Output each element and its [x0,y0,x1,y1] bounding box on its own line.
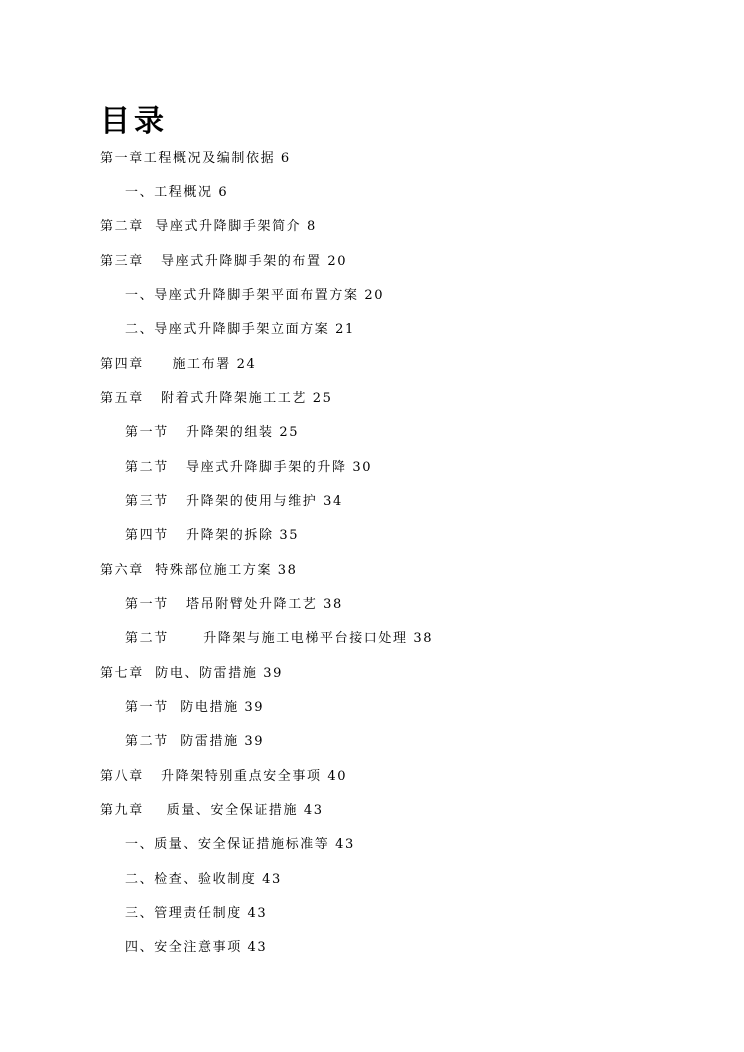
toc-entry[interactable]: 第四节 升降架的拆除 35 [125,528,300,543]
toc-entry[interactable]: 一、工程概况 6 [125,185,229,200]
toc-entry[interactable]: 第八章 升降架特别重点安全事项 40 [100,769,348,784]
toc-entry[interactable]: 第五章 附着式升降架施工工艺 25 [100,391,333,406]
toc-entry[interactable]: 一、质量、安全保证措施标准等 43 [125,837,355,852]
toc-entry[interactable]: 第二节 导座式升降脚手架的升降 30 [125,460,373,475]
toc-entry[interactable]: 三、管理责任制度 43 [125,906,268,921]
toc-entry[interactable]: 第二章 导座式升降脚手架简介 8 [100,219,317,234]
toc-entry[interactable]: 第一节 防电措施 39 [125,700,265,715]
toc-entry[interactable]: 第六章 特殊部位施工方案 38 [100,563,298,578]
toc-entry[interactable]: 第三章 导座式升降脚手架的布置 20 [100,254,348,269]
toc-entry[interactable]: 二、检查、验收制度 43 [125,872,282,887]
toc-entry[interactable]: 一、导座式升降脚手架平面布置方案 20 [125,288,385,303]
toc-entry[interactable]: 第三节 升降架的使用与维护 34 [125,494,343,509]
toc-entry[interactable]: 第一节 塔吊附臂处升降工艺 38 [125,597,343,612]
toc-entry[interactable]: 第四章 施工布署 24 [100,357,257,372]
toc-entry[interactable]: 第二节 防雷措施 39 [125,734,265,749]
toc-entry[interactable]: 二、导座式升降脚手架立面方案 21 [125,322,355,337]
page-title: 目录 [100,104,168,139]
toc-entry[interactable]: 第一节 升降架的组装 25 [125,425,300,440]
toc-entry[interactable]: 第二节 升降架与施工电梯平台接口处理 38 [125,631,434,646]
toc-entry[interactable]: 第七章 防电、防雷措施 39 [100,666,283,681]
toc-entry[interactable]: 四、安全注意事项 43 [125,940,268,955]
toc-entry[interactable]: 第一章工程概况及编制依据 6 [100,151,291,166]
toc-entry[interactable]: 第九章 质量、安全保证措施 43 [100,803,324,818]
